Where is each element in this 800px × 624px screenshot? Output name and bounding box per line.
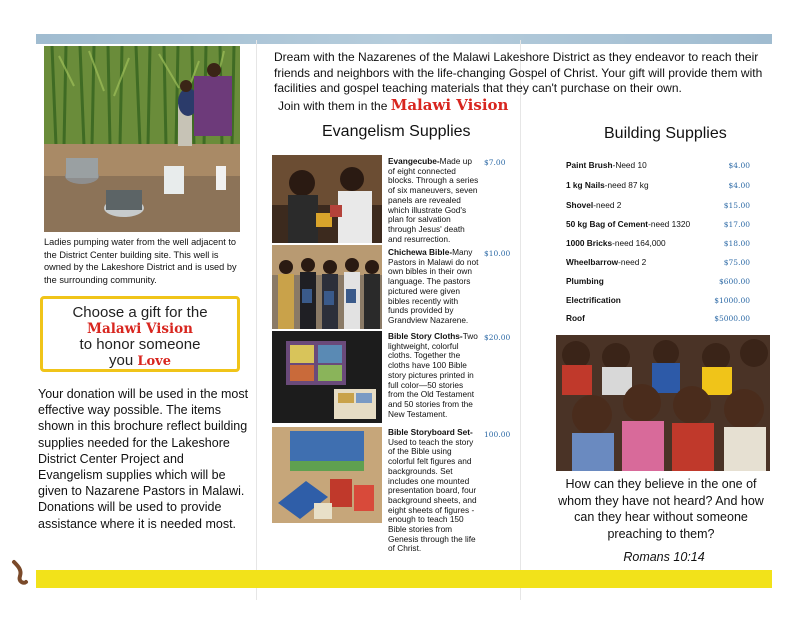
building-item-bricks: 1000 Bricks-need 164,000 $18.00 [566, 238, 750, 248]
gift-callout-box [40, 296, 240, 372]
evangecube-photo [272, 155, 382, 243]
wheelbarrow-price: $75.00 [723, 258, 750, 267]
building-item-roof: Roof $5000.00 [566, 313, 750, 323]
evangecube-name: Evangecube- [388, 156, 440, 166]
roof-price: $5000.00 [714, 314, 750, 323]
shovel-price: $15.00 [723, 201, 750, 210]
gift-love: Love [137, 354, 171, 369]
bricks-price: $18.00 [723, 239, 750, 248]
children-photo [556, 335, 770, 471]
building-item-shovel: Shovel-need 2 $15.00 [566, 200, 750, 210]
well-photo-caption: Ladies pumping water from the well adjacent to the District Center building site. This well is owned by the Lakeshore District and is used by the surrounding community. [44, 237, 237, 285]
electrification-price: $1000.00 [714, 296, 750, 305]
join-malawi-vision: Malawi Vision [390, 96, 509, 114]
intro-paragraph: Dream with the Nazarenes of the Malawi Lakeshore District as they endeavor to reach their friends and neighbors with the life-changing Gospel of Christ. Your gift will provide them with facilities and gospel teaching materials that they can't purchase on their own. [274, 50, 763, 95]
scan-smudge-mark [8, 558, 30, 586]
bible-story-cloths-photo [272, 331, 382, 423]
bible-verse-reference: Romans 10:14 [623, 550, 705, 564]
bible-storyboard-description: Bible Storyboard Set-Used to teach the story of the Bible using colorful felt figures and backgrounds. Set includes one mounted presentation board, four background sheets, and eight sheets of figures - enough to teach 150 Bible stories from Genesis through the life of Christ. [388, 427, 477, 554]
evangelism-section-title: Evangelism Supplies [322, 123, 471, 140]
bible-storyboard-photo [272, 427, 382, 523]
bottom-color-band [36, 570, 772, 588]
chichewa-bible-name: Chichewa Bible- [388, 247, 453, 257]
top-color-band [36, 34, 772, 44]
nails-price: $4.00 [728, 181, 750, 190]
gift-line-1: Choose a gift for the [72, 304, 208, 321]
bible-storyboard-price: 100.00 [484, 430, 511, 439]
chichewa-bible-price: $10.00 [484, 249, 511, 258]
building-item-plumbing: Plumbing $600.00 [566, 276, 750, 286]
evangecube-description: Evangecube-Made up of eight connected blocks. Through a series of six maneuvers, seven panels are revealed which illustrate God's plan for salvation through Jesus' death and resurrection. [388, 156, 479, 244]
building-item-cement: 50 kg Bag of Cement-need 1320 $17.00 [566, 219, 750, 229]
gift-malawi-vision: Malawi Vision [87, 321, 193, 337]
bible-story-cloths-description: Bible Story Cloths-Two lightweight, colorful cloths. Together the cloths have 100 Bible story pictures printed in full color—50 stories from the Old Testament and 50 stories from the New Testament. [388, 331, 478, 419]
join-text: Join with them in the [278, 99, 388, 113]
donation-paragraph: Your donation will be used in the most effective way possible. The items shown in this brochure reflect building supplies needed for the Lakeshore District Center Project and Evangelism supplies which will be given to Nazarene Pastors in Malawi. Donations will be used to provide assistance where it is needed most. [38, 387, 249, 531]
fold-line-right [520, 40, 521, 600]
chichewa-bible-photo [272, 245, 382, 329]
bible-story-cloths-name: Bible Story Cloths- [388, 331, 463, 341]
well-pumping-photo [44, 46, 240, 232]
fold-line-left [256, 40, 257, 600]
gift-line-4 [43, 353, 237, 370]
building-item-nails: 1 kg Nails-need 87 kg $4.00 [566, 180, 750, 190]
building-item-wheelbarrow: Wheelbarrow-need 2 $75.00 [566, 257, 750, 267]
bible-story-cloths-price: $20.00 [484, 333, 511, 342]
bible-verse: How can they believe in the one of whom they have not heard? And how can they hear without someone preaching to them? [558, 477, 764, 541]
building-item-electrification: Electrification $1000.00 [566, 295, 750, 305]
chichewa-bible-description: Chichewa Bible-Many Pastors in Malawi do not own bibles in their own language. The pastors pictured were given bibles recently with funds provided by Grandview Nazarene. [388, 247, 479, 325]
paint-brush-price: $4.00 [728, 161, 750, 170]
building-section-title: Building Supplies [604, 125, 727, 142]
gift-you: you [109, 352, 134, 369]
cement-price: $17.00 [723, 220, 750, 229]
gift-line-3: to honor someone [79, 336, 201, 353]
building-item-paint-brush: Paint Brush-Need 10 $4.00 [566, 160, 750, 170]
bible-storyboard-name: Bible Storyboard Set- [388, 427, 473, 437]
evangecube-price: $7.00 [484, 158, 506, 167]
plumbing-price: $600.00 [718, 277, 750, 286]
join-line [278, 96, 508, 114]
